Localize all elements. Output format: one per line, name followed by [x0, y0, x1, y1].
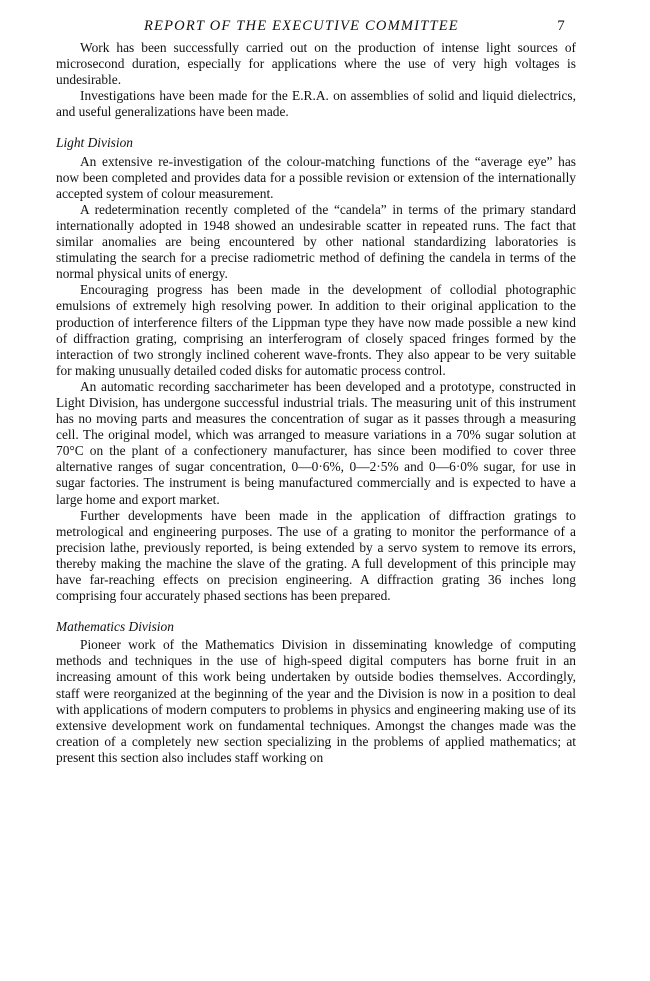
light-division-section: [56, 135, 576, 604]
section-heading: Light Division: [56, 135, 134, 151]
paragraph: An automatic recording saccharimeter has been developed and a prototype, constructed in Light Division, has undergone successful industrial trials. The measuring unit of this instrument has no moving parts and measures the concentration of sugar as it passes through a measuring cell. The original model, which was arranged to measure variations in a 70% sugar solution at 70°C on the plant of a confectionery manufacturer, has since been modified to cover three alternative ranges of sugar concentration, 0—0·6%, 0—2·5% and 0—6·0% sugar, for use in sugar factories. The instrument is being manufactured commercially and is expected to have a large home and export market.: [56, 378, 576, 507]
intro-section: [56, 40, 576, 120]
paragraph: Pioneer work of the Mathematics Division in disseminating knowledge of computing methods and techniques in the use of high-speed digital computers has borne fruit in an increasing amount of this work being undertaken by outside bodies themselves. Accordingly, staff were reorganized at the beginning of the year and the Division is now in a position to deal with applications of modern computers to problems in physics and engineering making use of its extensive development work on fundamental techniques. Amongst the changes made was the creation of a completely new section specializing in the problems of applied mathematics; at present this section also includes staff working on: [56, 637, 576, 765]
paragraph: Further developments have been made in the application of diffraction gratings to metrological and engineering purposes. The use of a grating to monitor the performance of a precision lathe, previously reported, is being extended by a servo system to remove its errors, thereby making the machine the slave of the grating. A full development of this principle may have far-reaching effects on precision engineering. A diffraction grating 36 inches long comprising four accurately phased sections has been prepared.: [56, 507, 576, 604]
paragraph: A redetermination recently completed of the “candela” in terms of the primary standard internationally adopted in 1948 showed an undesirable scatter in repeated runs. The fact that similar anomalies are being encountered by other national standardizing laboratories is stimulating the search for a precise radiometric method of defining the candela in terms of the normal physical units of energy.: [56, 201, 576, 282]
paragraph: An extensive re-investigation of the colour-matching functions of the “average eye” has now been completed and provides data for a possible revision or extension of the internationally accepted system of colour measurement.: [56, 153, 576, 201]
page-number: 7: [557, 18, 566, 34]
paragraph: Investigations have been made for the E.R.A. on assemblies of solid and liquid dielectrics, and useful generalizations have been made.: [56, 88, 576, 120]
section-heading: Mathematics Division: [56, 619, 174, 635]
paragraph: Encouraging progress has been made in the development of collodial photographic emulsions of extremely high resolving power. In addition to their original application to the production of interference filters of the Lippman type they have now made possible a new kind of diffraction grating, comprising an interferogram of closely spaced fringes formed by the interaction of two strongly inclined coherent wave-fronts. They also appear to be very suitable for making unusually detailed coded disks for automatic process control.: [56, 282, 576, 378]
document-page: [56, 18, 576, 766]
paragraph: Work has been successfully carried out on the production of intense light sources of microsecond duration, especially for applications where the use of very high voltages is undesirable.: [56, 40, 576, 88]
running-title: REPORT OF THE EXECUTIVE COMMITTEE: [144, 18, 459, 34]
running-header: [56, 18, 576, 40]
mathematics-division-section: [56, 619, 576, 766]
